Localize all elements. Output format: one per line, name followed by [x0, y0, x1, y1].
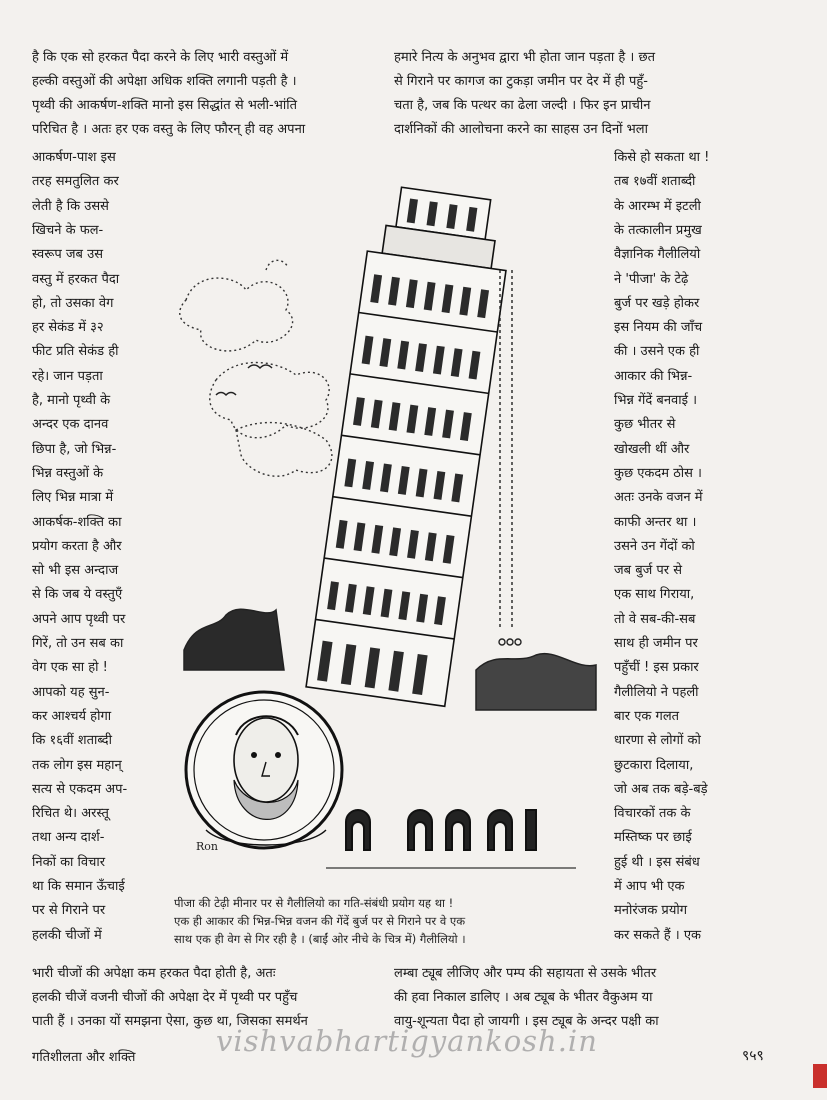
text-line: बुर्ज पर खड़े होकर	[614, 295, 700, 311]
text-line: जो अब तक बड़े-बड़े	[614, 781, 708, 797]
text-line: आकर्षक-शक्ति का	[32, 514, 122, 530]
text-line: वायु-शून्यता पैदा हो जायगी । इस ट्यूब के अन्दर पक्षी का	[394, 1014, 659, 1029]
text-line: हर सेकंड में ३२	[32, 320, 104, 336]
text-line: अतः उनके वजन में	[614, 490, 703, 506]
text-line: धारणा से लोगों को	[614, 733, 701, 749]
birds	[216, 365, 272, 395]
text-line: किसे हो सकता था !	[614, 150, 710, 165]
text-line: है, मानो पृथ्वी के	[32, 393, 111, 408]
text-line: दार्शनिकों की आलोचना करने का साहस उन दिनों भला	[394, 122, 648, 137]
text-line: सो भी इस अन्दाज	[32, 563, 119, 579]
text-line: से कि जब ये वस्तुएँ	[32, 587, 123, 603]
text-line: विचारकों तक के	[614, 806, 691, 822]
text-line: के आरम्भ में इटली	[614, 198, 701, 214]
text-line: था कि समान ऊँचाई	[32, 879, 125, 894]
text-line: है कि एक सो हरकत पैदा करने के लिए भारी वस्तुओं में	[32, 50, 289, 65]
text-line: साथ ही जमीन पर	[614, 636, 698, 651]
ground-arches	[326, 810, 576, 868]
text-line: तथा अन्य दार्श-	[32, 830, 105, 846]
text-line: तब १७वीं शताब्दी	[614, 174, 696, 190]
text-line: के तत्कालीन प्रमुख	[614, 222, 702, 238]
text-line: पृथ्वी की आकर्षण-शक्ति मानो इस सिद्धांत से भली-भांति	[32, 98, 298, 113]
text-line: हमारे नित्य के अनुभव द्वारा भी होता जान पड़ता है । छत	[394, 50, 655, 65]
text-line: रिचित थे। अरस्तू	[32, 806, 109, 822]
text-line: बार एक गलत	[614, 708, 680, 724]
text-line: जब बुर्ज पर से	[614, 563, 683, 579]
leaning-tower	[306, 184, 515, 707]
text-line: खोखली थीं और	[614, 441, 690, 457]
text-line: अपने आप पृथ्वी पर	[32, 611, 126, 627]
text-line: कुछ एकदम ठोस ।	[614, 465, 702, 481]
text-line: में आप भी एक	[614, 879, 685, 894]
text-line: उसने उन गेंदों को	[614, 538, 695, 554]
text-line: निकों का विचार	[32, 854, 106, 870]
text-line: इस नियम की जाँच	[614, 320, 703, 336]
text-line: हलकी चीजों में	[32, 927, 102, 943]
text-line: आकर्षण-पाश इस	[32, 150, 116, 165]
text-line: की हवा निकाल डालिए । अब ट्यूब के भीतर वैकुअम या	[394, 990, 653, 1005]
text-line: छुटकारा दिलाया,	[614, 757, 694, 773]
text-line: हल्की वस्तुओं की अपेक्षा अधिक शक्ति लगानी पड़ती है ।	[32, 74, 297, 89]
text-line: मस्तिष्क पर छाई	[614, 830, 692, 846]
text-line: वैज्ञानिक गैलीलियो	[614, 247, 701, 263]
text-line: पर से गिराने पर	[32, 903, 106, 919]
text-line: भिन्न गेंदें बनवाई ।	[614, 393, 698, 408]
text-line: काफी अन्तर था ।	[614, 514, 697, 530]
text-line: वस्तु में हरकत पैदा	[32, 271, 120, 287]
text-line: आपको यह सुन-	[32, 684, 110, 700]
caption-line: एक ही आकार की भिन्न-भिन्न वजन की गेंदें बुर्ज पर से गिराने पर वे एक	[174, 914, 466, 928]
text-line: कर आश्चर्य होगा	[32, 708, 112, 724]
text-line: भिन्न वस्तुओं के	[32, 465, 104, 481]
text-line: कर सकते हैं । एक	[614, 927, 702, 943]
falling-balls	[499, 639, 521, 645]
text-line: तो वे सब-की-सब	[614, 611, 696, 627]
pisa-tower-illustration	[176, 150, 608, 890]
page-number: ९५९	[742, 1048, 764, 1064]
text-line: कुछ भीतर से	[614, 417, 676, 433]
caption-line: पीजा की टेढ़ी मीनार पर से गैलीलियो का गति-संबंधी प्रयोग यह था !	[174, 896, 454, 910]
galileo-portrait	[186, 692, 342, 848]
text-line: परिचित है । अतः हर एक वस्तु के लिए फौरन् ही वह अपना	[32, 122, 306, 137]
falling-path	[500, 270, 512, 630]
text-line: फीट प्रति सेकंड ही	[32, 344, 119, 360]
text-line: गिरें, तो उन सब का	[32, 636, 124, 651]
text-line: छिपा है, जो भिन्न-	[32, 441, 117, 457]
text-line: सत्य से एकदम अप-	[32, 781, 128, 797]
text-line: हलकी चीजें वजनी चीजों की अपेक्षा देर में पृथ्वी पर पहुँच	[32, 990, 298, 1005]
text-line: की । उसने एक ही	[614, 344, 700, 360]
text-line: एक साथ गिराया,	[614, 587, 695, 603]
text-line: पाती हैं । उनका यों समझना ऐसा, कुछ था, जिसका समर्थन	[32, 1014, 308, 1029]
text-line: तरह समतुलित कर	[32, 174, 119, 190]
page-corner-mark	[813, 1064, 827, 1088]
text-line: गैलीलियो ने पहली	[614, 684, 699, 700]
illustration-signature: Ron	[196, 840, 218, 853]
text-line: हुई थी । इस संबंध	[614, 854, 700, 870]
text-line: स्वरूप जब उस	[32, 247, 104, 263]
text-line: अन्दर एक दानव	[32, 417, 109, 433]
text-line: चता है, जब कि पत्थर का ढेला जल्दी । फिर इन प्राचीन	[394, 98, 651, 113]
text-line: वेग एक सा हो !	[32, 660, 108, 676]
text-line: कि १६वीं शताब्दी	[32, 733, 112, 749]
text-line: खिचने के फल-	[32, 222, 104, 238]
watermark: vishvabhartigyankosh.in	[216, 1024, 598, 1058]
text-line: ने 'पीजा' के टेढ़े	[614, 271, 689, 287]
text-line: हो, तो उसका वेग	[32, 295, 114, 311]
running-footer: गतिशीलता और शक्ति	[32, 1050, 136, 1065]
text-line: प्रयोग करता है और	[32, 538, 122, 554]
text-line: लिए भिन्न मात्रा में	[32, 490, 114, 506]
text-line: आकार की भिन्न-	[614, 368, 693, 384]
text-line: लम्बा ट्यूब लीजिए और पम्प की सहायता से उसके भीतर	[394, 966, 657, 981]
text-line: भारी चीजों की अपेक्षा कम हरकत पैदा होती है, अतः	[32, 966, 276, 981]
text-line: लेती है कि उससे	[32, 198, 109, 214]
dotted-clouds	[180, 260, 332, 476]
text-line: से गिराने पर कागज का टुकड़ा जमीन पर देर में ही पहुँ-	[394, 74, 648, 89]
text-line: रहे। जान पड़ता	[32, 368, 103, 384]
text-line: पहुँचीं ! इस प्रकार	[614, 660, 699, 676]
caption-line: साथ एक ही वेग से गिर रही है । (बाईं ओर नीचे के चित्र में) गैलीलियो ।	[174, 932, 466, 946]
text-line: मनोरंजक प्रयोग	[614, 903, 688, 919]
text-line: तक लोग इस महान्	[32, 757, 122, 773]
